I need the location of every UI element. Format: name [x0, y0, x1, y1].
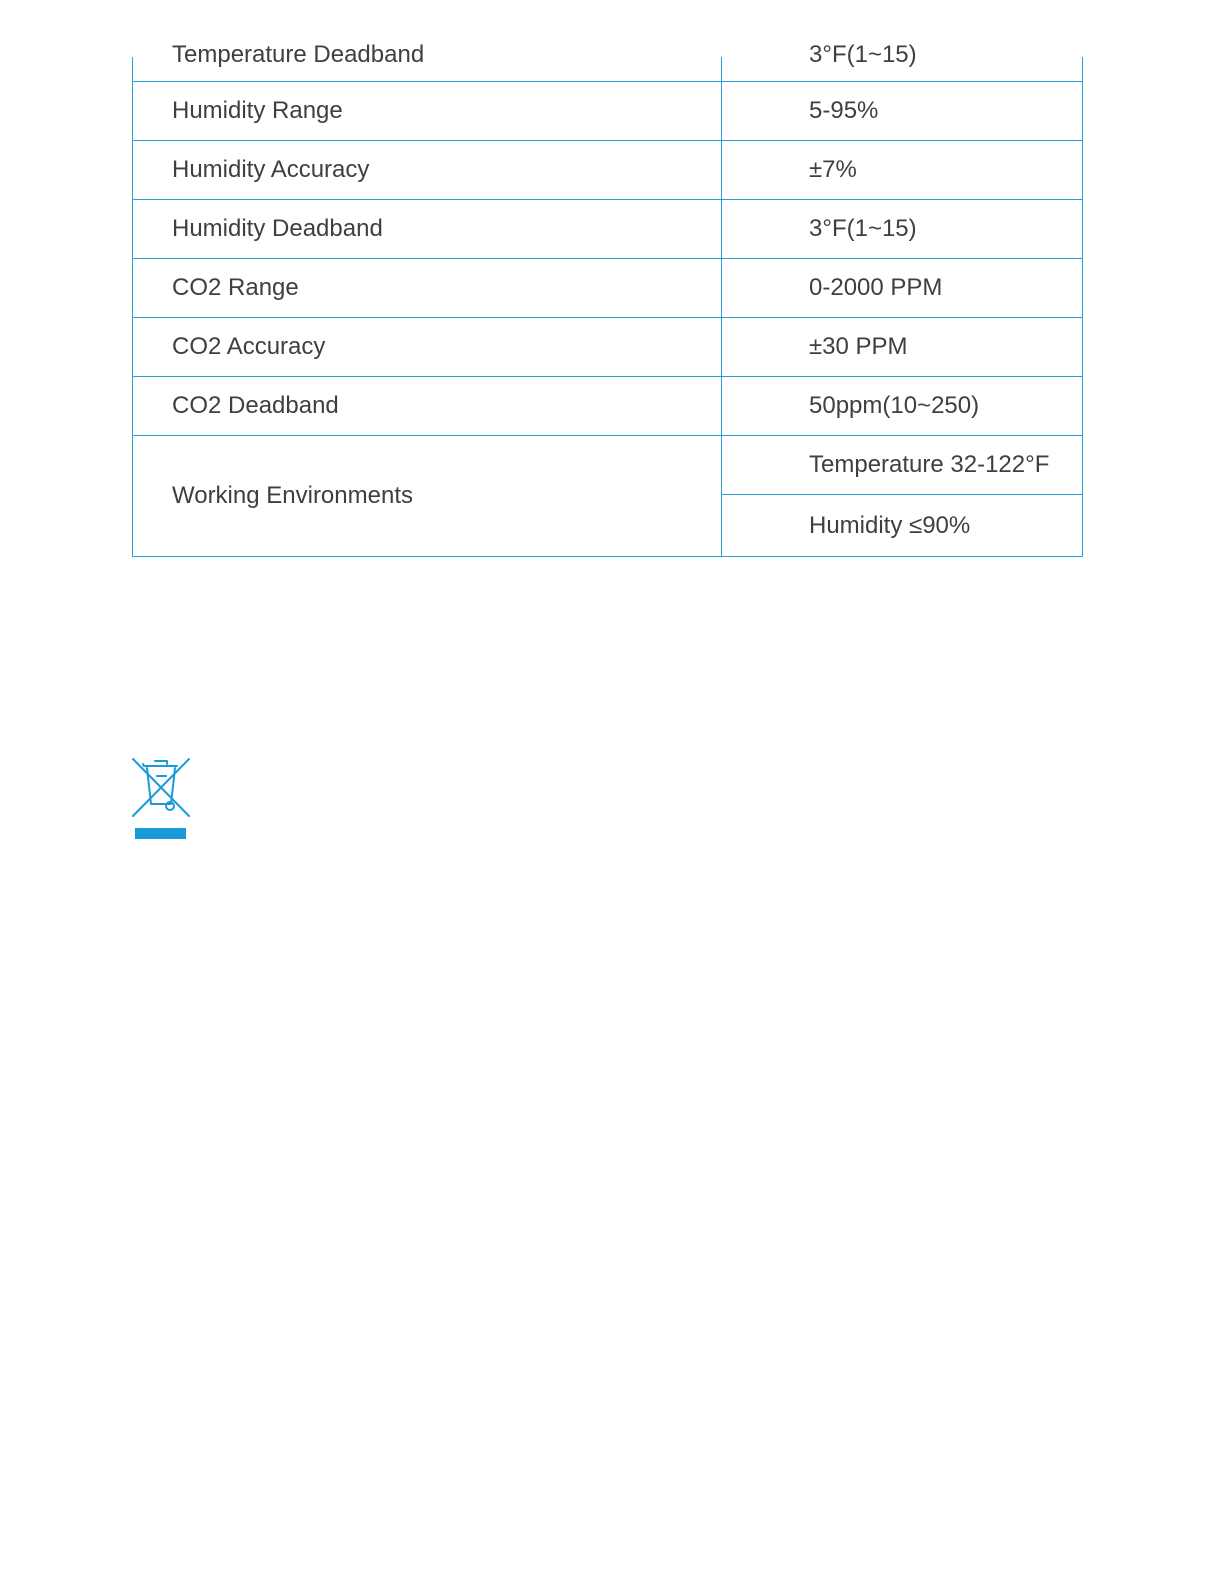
- table-row: [133, 436, 1083, 495]
- spec-value: ±30 PPM: [722, 318, 1083, 377]
- table-row: [133, 259, 1083, 318]
- table-row: [133, 141, 1083, 200]
- spec-value: 3°F(1~15): [722, 200, 1083, 259]
- table-row: [133, 200, 1083, 259]
- spec-label: Temperature Deadband: [133, 57, 722, 82]
- spec-label: CO2 Range: [133, 259, 722, 318]
- working-environments-label: Working Environments: [133, 436, 722, 557]
- spec-label: Humidity Range: [133, 82, 722, 141]
- spec-value: 5-95%: [722, 82, 1083, 141]
- table-row: [133, 82, 1083, 141]
- spec-value: 3°F(1~15): [722, 57, 1083, 82]
- specifications-table: [132, 41, 1083, 557]
- working-env-temperature: Temperature 32-122°F: [722, 436, 1083, 495]
- spec-label: CO2 Deadband: [133, 377, 722, 436]
- spec-label: Humidity Accuracy: [133, 141, 722, 200]
- crossed-out-wheelie-bin-icon: [130, 756, 192, 844]
- spec-value: 50ppm(10~250): [722, 377, 1083, 436]
- spec-label: CO2 Accuracy: [133, 318, 722, 377]
- spec-value: 0-2000 PPM: [722, 259, 1083, 318]
- spec-label: Humidity Deadband: [133, 200, 722, 259]
- table-row: [133, 318, 1083, 377]
- working-env-humidity: Humidity ≤90%: [722, 495, 1083, 557]
- table-row: [133, 57, 1083, 82]
- spec-value: ±7%: [722, 141, 1083, 200]
- table-row: [133, 377, 1083, 436]
